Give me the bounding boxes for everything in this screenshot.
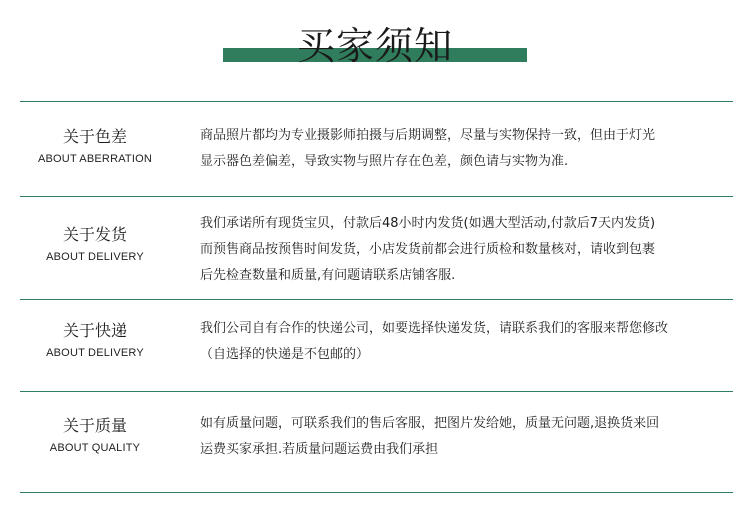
notice-section-courier <box>20 316 733 376</box>
section-title-cn: 关于快递 <box>62 321 127 340</box>
section-body <box>200 316 725 368</box>
section-title-en: ABOUT ABERRATION <box>37 153 153 165</box>
page-title: 买家须知 <box>296 24 453 68</box>
section-title-cn: 关于发货 <box>62 225 127 244</box>
section-body <box>200 411 725 463</box>
body-line: 显示器色差偏差，导致实物与照片存在色差，颜色请与实物为准. <box>200 154 569 169</box>
notice-section-delivery <box>20 211 733 291</box>
divider <box>20 196 733 197</box>
section-heading <box>20 415 170 456</box>
body-line: 商品照片都均为专业摄影师拍摄与后期调整，尽量与实物保持一致，但由于灯光 <box>200 128 656 143</box>
body-line: 我们承诺所有现货宝贝，付款后48小时内发货(如遇大型活动,付款后7天内发货) <box>200 216 656 231</box>
section-title-en: ABOUT DELIVERY <box>46 251 144 263</box>
notice-section-quality <box>20 411 733 471</box>
section-title-cn: 关于色差 <box>62 127 127 146</box>
divider <box>20 391 733 392</box>
section-heading <box>20 126 170 167</box>
section-title-cn: 关于质量 <box>62 416 127 435</box>
divider <box>20 492 733 493</box>
divider <box>20 101 733 102</box>
page-header <box>0 0 750 100</box>
section-heading <box>20 224 170 265</box>
body-line: （自选择的快递是不包邮的） <box>200 347 370 362</box>
body-line: 后先检查数量和质量,有问题请联系店铺客服. <box>200 268 456 283</box>
divider <box>20 299 733 300</box>
body-line: 我们公司自有合作的快递公司，如要选择快递发货，请联系我们的客服来帮您修改 <box>200 321 669 336</box>
body-line: 而预售商品按预售时间发货，小店发货前都会进行质检和数量核对，请收到包裹 <box>200 242 656 257</box>
section-title-en: ABOUT DELIVERY <box>46 347 144 359</box>
section-heading <box>20 320 170 361</box>
notice-section-aberration <box>20 123 733 183</box>
body-line: 运费买家承担.若质量问题运费由我们承担 <box>200 442 439 457</box>
section-body <box>200 211 725 289</box>
section-title-en: ABOUT QUALITY <box>49 442 141 454</box>
body-line: 如有质量问题，可联系我们的售后客服，把图片发给她，质量无问题,退换货来回 <box>200 416 660 431</box>
section-body <box>200 123 725 175</box>
